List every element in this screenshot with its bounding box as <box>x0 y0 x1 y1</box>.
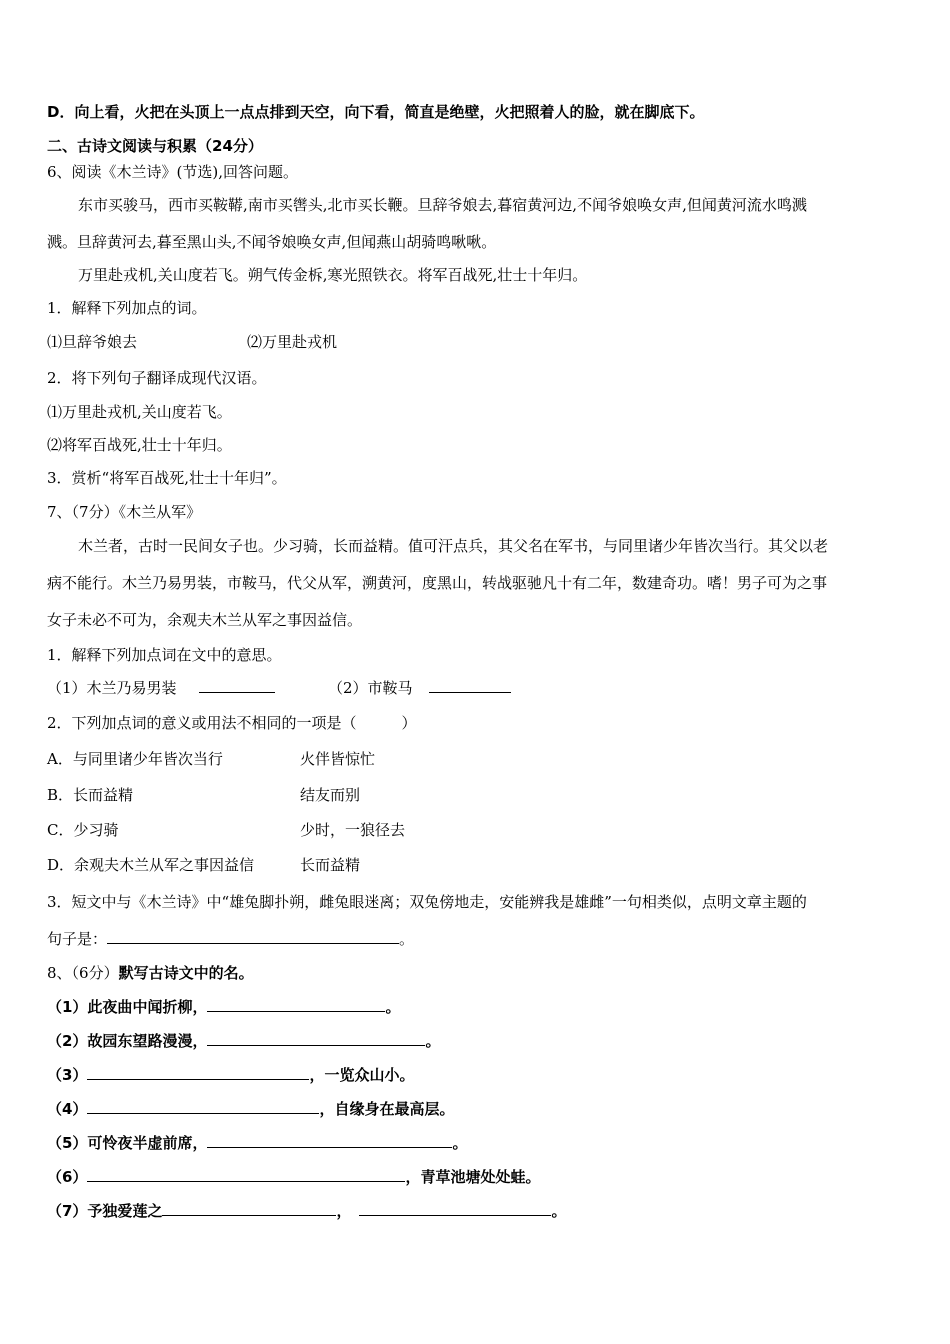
q7-option-right: 少时，一狼径去 <box>300 821 406 839</box>
q6-passage-line: 万里赴戎机,关山度若飞。朔气传金柝,寒光照铁衣。将军百战死,壮士十年归。 <box>78 266 588 284</box>
q6-sub2-b: ⑵将军百战死,壮士十年归。 <box>47 436 232 454</box>
q6-heading: 6、阅读《木兰诗》(节选),回答问题。 <box>47 163 299 181</box>
q6-sub2-a: ⑴万里赴戎机,关山度若飞。 <box>47 403 232 421</box>
answer-blank[interactable] <box>87 1099 319 1114</box>
answer-blank[interactable] <box>87 1065 309 1080</box>
q7-option-right: 结友而别 <box>300 786 361 804</box>
section-title: 二、古诗文阅读与积累（24分） <box>47 137 263 155</box>
q8-heading-instruction: 默写古诗文中的名。 <box>118 964 254 982</box>
q7-sub1-a-text: （1）木兰乃易男装 <box>47 679 177 697</box>
q8-item <box>47 997 400 1017</box>
q6-sub1-b: ⑵万里赴戎机 <box>247 333 338 351</box>
q8-item-mid: ， <box>336 1202 352 1220</box>
q7-option-left[interactable]: C．少习骑 <box>47 821 119 839</box>
q6-sub1-title: 1．解释下列加点的词。 <box>47 299 207 317</box>
q7-option-left[interactable]: B．长而益精 <box>47 786 134 804</box>
q8-item-pre: （7）予独爱莲之 <box>47 1202 163 1220</box>
answer-blank[interactable] <box>359 1201 551 1216</box>
q8-item-post: ，青草池塘处处蛙。 <box>405 1168 541 1186</box>
answer-blank[interactable] <box>207 1031 425 1046</box>
q7-passage-line: 女子未必不可为，余观夫木兰从军之事因益信。 <box>47 611 363 629</box>
q6-passage-line: 东市买骏马，西市买鞍鞯,南市买辔头,北市买长鞭。旦辞爷娘去,暮宿黄河边,不闻爷娘唤女声,但闻黄河流水鸣溅 <box>78 196 807 214</box>
answer-blank[interactable] <box>87 1167 405 1182</box>
q8-item <box>47 1065 414 1085</box>
answer-blank[interactable] <box>207 1133 452 1148</box>
q8-heading-score: 8、（6分） <box>47 964 119 982</box>
q7-option-left[interactable]: D．余观夫木兰从军之事因益信 <box>47 856 255 874</box>
q7-heading: 7、（7分）《木兰从军》 <box>47 503 202 521</box>
q6-sub3: 3．赏析“将军百战死,壮士十年归”。 <box>47 469 287 487</box>
q7-passage-line: 病不能行。木兰乃易男装，市鞍马，代父从军，溯黄河，度黑山，转战驱驰凡十有二年，数建奇功。嗜！男子可为之事 <box>47 574 828 592</box>
q8-item <box>47 1133 467 1153</box>
q7-option-right: 火伴皆惊忙 <box>300 750 376 768</box>
q8-item-pre: （3） <box>47 1066 88 1084</box>
q8-item-post: 。 <box>452 1134 468 1152</box>
q8-item-post: 。 <box>425 1032 441 1050</box>
answer-blank[interactable] <box>207 997 385 1012</box>
q7-sub1-title: 1．解释下列加点词在文中的意思。 <box>47 646 282 664</box>
q8-item <box>47 1099 454 1119</box>
q7-passage-line: 木兰者，古时一民间女子也。少习骑，长而益精。值可汗点兵，其父名在军书，与同里诸少年皆次当行。其父以老 <box>78 537 829 555</box>
q8-item-post: ，一览众山小。 <box>309 1066 415 1084</box>
q8-item-pre: （6） <box>47 1168 88 1186</box>
q8-item-pre: （4） <box>47 1100 88 1118</box>
q8-item <box>47 1201 566 1221</box>
q7-sub1-b-text: （2）市鞍马 <box>328 679 413 697</box>
q8-item-post: ，自缘身在最高层。 <box>319 1100 455 1118</box>
q8-item-post: 。 <box>385 998 401 1016</box>
q7-option-right: 长而益精 <box>300 856 361 874</box>
answer-blank[interactable] <box>199 678 275 693</box>
answer-blank[interactable] <box>107 929 399 944</box>
q7-sub3-prefix: 句子是： <box>47 930 108 948</box>
q7-sub3-line: 3．短文中与《木兰诗》中“雄兔脚扑朔，雌兔眼迷离；双兔傍地走，安能辨我是雄雌”一句相类似，点明文章主题的 <box>47 893 807 911</box>
answer-blank[interactable] <box>429 678 511 693</box>
q6-passage-line: 溅。旦辞黄河去,暮至黑山头,不闻爷娘唤女声,但闻燕山胡骑鸣啾啾。 <box>47 233 497 251</box>
q7-sub3-answer <box>47 929 414 949</box>
q7-sub2-title: 2．下列加点词的意义或用法不相同的一项是（ ） <box>47 714 417 732</box>
q8-item <box>47 1167 540 1187</box>
q8-item-pre: （5）可怜夜半虚前席， <box>47 1134 208 1152</box>
answer-blank[interactable] <box>162 1201 336 1216</box>
q8-item <box>47 1031 440 1051</box>
q8-heading <box>47 963 254 983</box>
q7-sub3-suffix: 。 <box>399 930 415 948</box>
q7-option-left[interactable]: A．与同里诸少年皆次当行 <box>47 750 223 768</box>
q6-sub2-title: 2．将下列句子翻译成现代汉语。 <box>47 369 267 387</box>
q8-item-post: 。 <box>551 1202 567 1220</box>
q8-item-pre: （2）故园东望路漫漫， <box>47 1032 208 1050</box>
q8-item-pre: （1）此夜曲中闻折柳， <box>47 998 208 1016</box>
q6-sub1-a: ⑴旦辞爷娘去 <box>47 333 138 351</box>
q7-sub1-a <box>47 678 275 698</box>
prev-option-d: D．向上看，火把在头顶上一点点排到天空，向下看，简直是绝壁，火把照着人的脸，就在脚底下。 <box>47 103 705 121</box>
q7-sub1-b <box>328 678 511 698</box>
